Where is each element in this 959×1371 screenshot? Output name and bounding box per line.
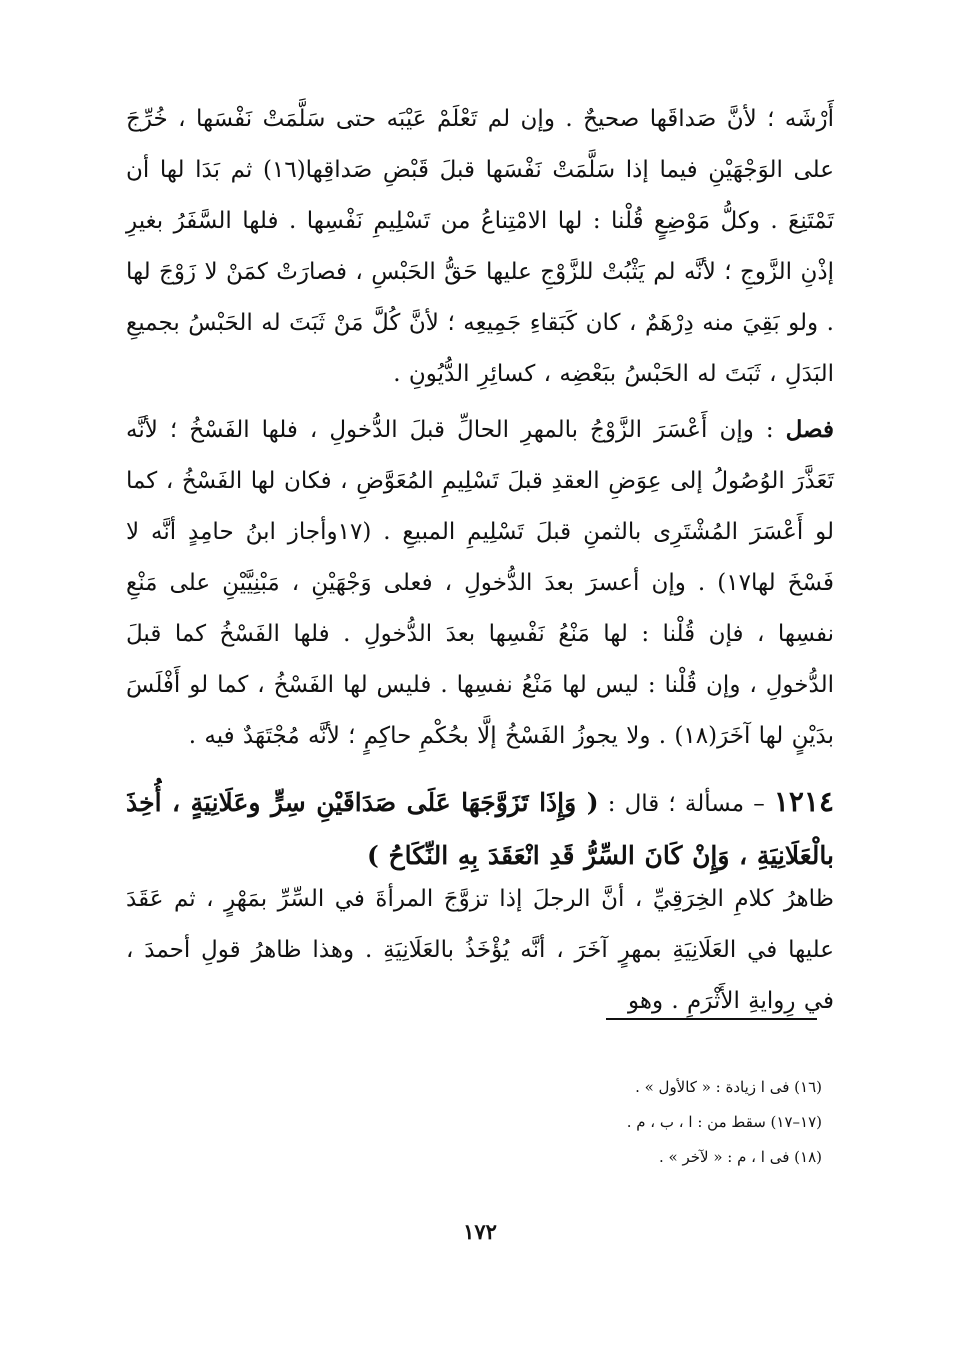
masala-lead: – مسألة ؛ قال :: [598, 791, 774, 817]
paragraph-text: ظاهرُ كلامِ الخِرَقِيِّ ، أنَّ الرجلَ إذا تزوَّجَ المرأةَ في السِّرِّ بمَهْرٍ ، ثم عَقَدَ عليها في العَلَانِيَةِ بمهرٍ آخَرَ ، أنَّه يُؤْخَذُ بالعَلَانِيَةِ . وهذا ظاهرُ قولِ أحمدَ ، في رِوايةِ الأَثْرَمِ . وهو: [126, 886, 834, 1014]
page-number: ١٧٢: [463, 1219, 497, 1244]
footnote-separator: [606, 1018, 817, 1020]
footnote-17: (١٧–١٧) سقط من : ا ، ب ، م .: [626, 1113, 822, 1131]
paragraph-text: أَرْشَه ؛ لأنَّ صَداقَها صحيحٌ . وإن لم تَعْلَمْ عَيْبَه حتى سَلَّمَتْ نَفْسَها ، خُرِّجَ على الوَجْهَيْنِ فيما إذا سَلَّمَتْ نَفْسَها قبلَ قَبْضِ صَداقِها(١٦) ثم بَدَا لها أن تَمْتَنِعَ . وكلُّ مَوْضِعٍ قُلْنا : لها الامْتِناعُ من تَسْلِيمِ نَفْسِها . فلها السَّفَرُ بغيرِ إذْنِ الزَّوجِ ؛ لأنَّه لم يَثْبُتْ للزَّوْجِ عليها حَقُّ الحَبْسِ ، فصارَتْ كمَنْ لا زَوْجَ لها . ولو بَقِيَ منه دِرْهَمٌ ، كان كَبَقاءِ جَمِيعِه ؛ لأنَّ كُلَّ مَنْ ثَبَتَ له الحَبْسُ بجميعِ البَدَلِ ، ثَبَتَ له الحَبْسُ ببَعْضِه ، كسائِرِ الدُّيُونِ .: [126, 106, 834, 387]
footnote-16: (١٦) فى ا زيادة : « كالأول » .: [635, 1078, 822, 1096]
paragraph-text: [126, 404, 834, 762]
paragraph-commentary: [126, 874, 834, 1027]
paragraph-body: : وإن أَعْسَرَ الزَّوْجُ بالمهرِ الحالِّ قبلَ الدُّخولِ ، فلها الفَسْخُ ؛ لأنَّه تَعَذَّرَ الوُصُولُ إلى عِوَضِ العقدِ قبلَ تَسْلِيمِ المُعَوَّضِ ، فكان لها الفَسْخُ ، كما لو أَعْسَرَ المُشْتَرِى بالثمنِ قبلَ تَسْلِيمِ المبيعِ . (١٧وأجاز ابنُ حامِدٍ أنَّه لا فَسْخَ لها١٧) . وإن أعسرَ بعدَ الدُّخولِ ، فعلى وَجْهَيْنِ ، مَبْنِيَّيْنِ على مَنْعِ نفسِها ، فإن قُلْنا : لها مَنْعُ نَفْسِها بعدَ الدُّخولِ . فلها الفَسْخُ كما قبلَ الدُّخولِ ، وإن قُلْنا : ليس لها مَنْعُ نفسِها . فليس لها الفَسْخُ ، كما لو أَفْلَسَ بدَيْنٍ لها آخَرَ(١٨) . ولا يجوزُ الفَسْخُ إلَّا بحُكْمِ حاكِمٍ ؛ لأنَّه مُجْتَهَدٌ فيه .: [126, 417, 835, 749]
paragraph-fasl-insolvency: [126, 404, 834, 762]
section-term-fasl: فصل: [785, 416, 834, 443]
footnotes: [560, 1070, 822, 1175]
masala-quote: ( وَإِذَا تَزَوَّجَهَا عَلَى صَدَاقَيْنِ سِرٍّ وعَلَانِيَةٍ ، أُخِذَ بالْعَلَانِيَةِ ، وَإِنْ كَانَ السِّرُّ قَدِ انْعَقَدَ بِهِ النِّكَاحُ ): [126, 788, 834, 870]
footnote-18: (١٨) فى ا ، م : « لآخر » .: [659, 1148, 822, 1166]
masala-text: [126, 776, 834, 883]
masala-number: ١٢١٤: [773, 785, 834, 818]
paragraph-dowry-continuation: [126, 94, 834, 400]
masala-heading-1214: [126, 776, 834, 883]
